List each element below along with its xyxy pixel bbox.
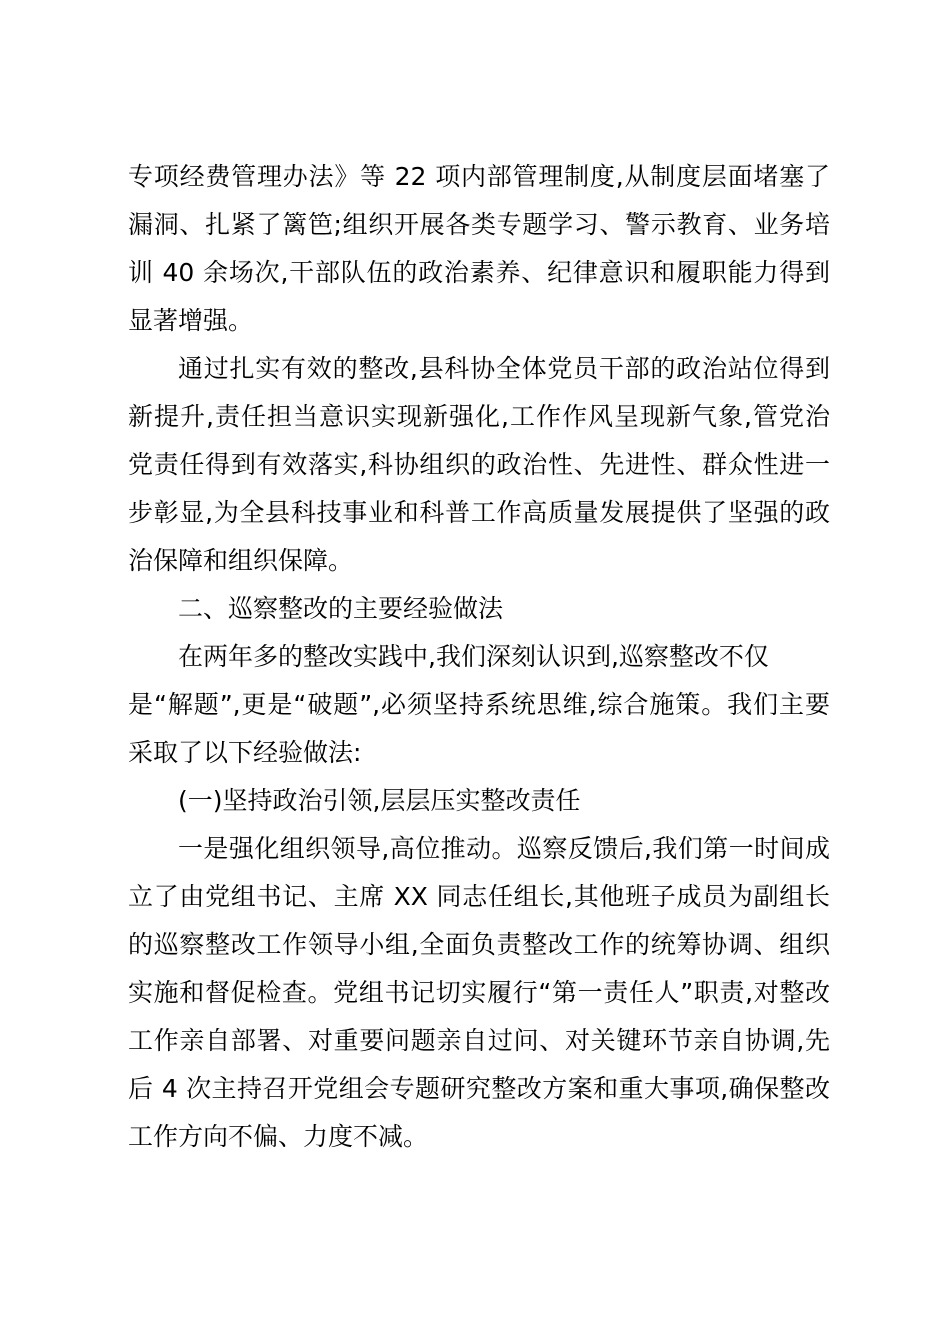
text-line: 治保障和组织保障。 — [128, 546, 354, 575]
text-line: 一是强化组织领导,高位推动。巡察反馈后,我们第一时间成 — [178, 834, 830, 863]
text-line: 后 4 次主持召开党组会专题研究整改方案和重大事项,确保整改 — [128, 1074, 830, 1103]
text-line: (一)坚持政治引领,层层压实整改责任 — [178, 786, 581, 815]
text-line: 新提升,责任担当意识实现新强化,工作作风呈现新气象,管党治 — [128, 402, 830, 431]
text-line: 党责任得到有效落实,科协组织的政治性、先进性、群众性进一 — [128, 450, 830, 479]
text-line: 专项经费管理办法》等 22 项内部管理制度,从制度层面堵塞了 — [128, 162, 830, 191]
document-body — [128, 153, 830, 1161]
text-line: 工作亲自部署、对重要问题亲自过问、对关键环节亲自协调,先 — [128, 1026, 830, 1055]
text-line: 是“解题”,更是“破题”,必须坚持系统思维,综合施策。我们主要 — [128, 690, 830, 719]
text-line: 工作方向不偏、力度不减。 — [128, 1122, 429, 1151]
text-line: 通过扎实有效的整改,县科协全体党员干部的政治站位得到 — [178, 354, 830, 383]
text-line: 采取了以下经验做法: — [128, 738, 362, 767]
text-line: 实施和督促检查。党组书记切实履行“第一责任人”职责,对整改 — [128, 978, 830, 1007]
text-line: 训 40 余场次,干部队伍的政治素养、纪律意识和履职能力得到 — [128, 258, 830, 287]
text-line: 漏洞、扎紧了篱笆;组织开展各类专题学习、警示教育、业务培 — [128, 210, 830, 239]
text-line: 立了由党组书记、主席 XX 同志任组长,其他班子成员为副组长 — [128, 882, 830, 911]
text-line: 二、巡察整改的主要经验做法 — [178, 594, 504, 623]
text-line: 的巡察整改工作领导小组,全面负责整改工作的统筹协调、组织 — [128, 930, 830, 959]
text-line: 在两年多的整改实践中,我们深刻认识到,巡察整改不仅 — [178, 642, 769, 671]
text-line: 显著增强。 — [128, 306, 254, 335]
text-line: 步彰显,为全县科技事业和科普工作高质量发展提供了坚强的政 — [128, 498, 830, 527]
